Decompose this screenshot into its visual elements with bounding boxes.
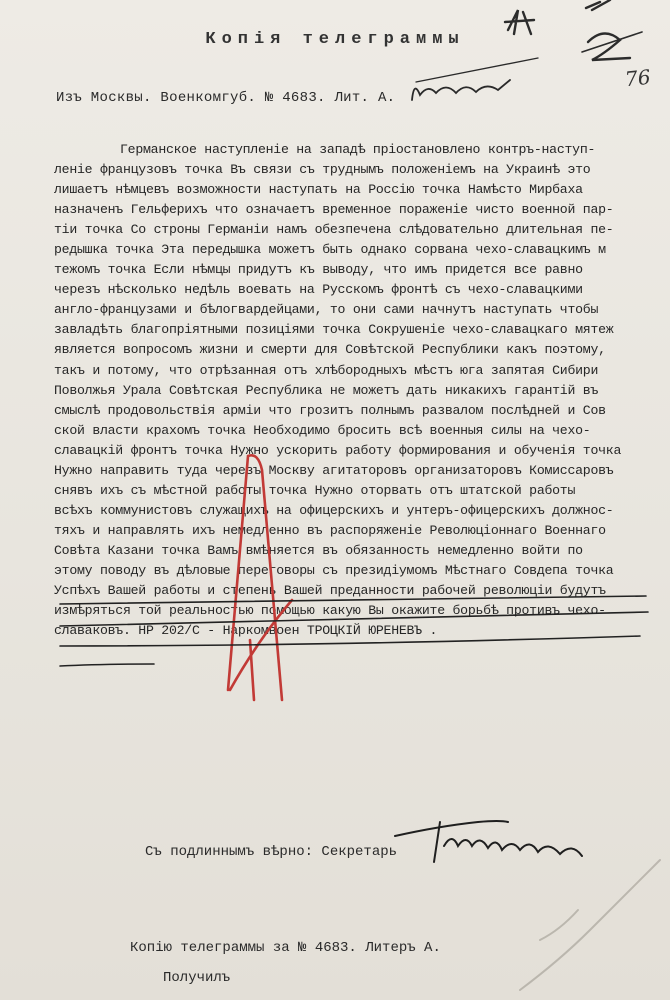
body-line: назначенъ Гельферихъ что означаетъ временное пораженiе чисто военной пар- — [54, 202, 614, 218]
body-line: славаковъ. НР 202/С - Наркомвоен ТРОЦКIЙ ЮРЕНЕВЪ . — [54, 623, 438, 639]
body-line: лишаетъ нѣмцевъ возможности наступать на Россiю точка Намѣсто Мирбаха — [54, 182, 583, 198]
body-line: славацкiй фронтъ точка Нужно ускорить работу формирования и обученiя точка — [54, 442, 622, 458]
body-line: этому поводу въ дѣловые переговоры съ президiумомъ Мѣстнаго Совдепа точка — [54, 562, 614, 578]
secretary-signature — [395, 821, 582, 862]
body-line: черезъ нѣсколько недѣль воевать на Русскомъ фронтѣ съ чехо-славацкими — [54, 282, 583, 298]
body-line: смыслѣ продовольствiя армiи что грозитъ полнымъ развалом послѣдней и Сов — [54, 402, 606, 418]
document-title: Копiя телеграммы — [205, 30, 465, 49]
verified-line: Съ подлиннымъ вѣрно: Секретарь — [145, 844, 398, 860]
watermark-scrawl — [520, 860, 660, 990]
footer-received-line: Получилъ — [163, 970, 231, 986]
footer-receipt-line: Копiю телеграммы за № 4683. Литеръ А. — [130, 940, 441, 956]
telegram-header: Изъ Москвы. Военкомгуб. № 4683. Лит. А. — [56, 90, 396, 106]
body-line: Совѣта Казани точка Вамъ вмѣняется въ обязанность немедленно войти по — [54, 542, 583, 558]
body-line: редышка точка Эта передышка можетъ быть однако сорвана чехо-славацкимъ м — [54, 242, 606, 258]
body-line: всѣхъ коммунистовъ служащихъ на офицерскихъ и унтеръ-офицерскихъ должнос- — [54, 502, 614, 518]
body-line: Успѣхъ Вашей работы и степень Вашей преданности рабочей революцiи будутъ — [54, 583, 606, 599]
body-line: Германское наступленiе на западѣ прiостановлено контръ-наступ- — [120, 142, 596, 157]
body-line: завладѣть благопрiятными позицiями точка Сокрушенiе чехо-славацкаго мятеж — [54, 322, 614, 338]
body-line: ленiе французовъ точка Въ связи съ труднымъ положенiемъ на Украинѣ это — [54, 162, 591, 178]
body-line: тежомъ точка Если нѣмцы придутъ къ выводу, что имъ придется все равно — [54, 262, 583, 278]
body-line: тяхъ и направлять ихъ немедленно въ распоряженiе Революцiоннаго Военнаго — [54, 522, 606, 538]
body-line: англо-французами и бѣлогвардейцами, то они сами начнутъ наступать чтобы — [54, 302, 599, 318]
body-line: Нужно направить туда черезъ Москву агитаторовъ организаторовъ Комиссаровъ — [54, 462, 614, 478]
body-line: является вопросомъ жизни и смерти для Совѣтской Республики какъ поэтому, — [54, 342, 606, 358]
header-scribble — [412, 58, 538, 100]
body-line: ской власти крахомъ точка Необходимо бросить всѣ военныя силы на чехо- — [54, 422, 591, 438]
body-line: такъ и потому, что отрѣзанная отъ хлѣбородныхъ мѣстъ юга запятая Сибири — [54, 362, 599, 378]
body-line: Поволжья Урала Совѣтская Республика не можетъ дать никакихъ гарантiй въ — [54, 382, 599, 398]
telegram-body — [54, 140, 670, 641]
body-line: измѣряться той реальностью помощью какую Вы окажите борьбѣ противъ чехо- — [54, 603, 606, 619]
body-line: снявъ ихъ съ мѣстной работы точка Нужно оторвать отъ штатской работы — [54, 482, 576, 498]
page-number: 76 — [623, 64, 652, 92]
body-line: тiи точка Со строны Германiи намъ обезпечена слѣдовательно длительная пе- — [54, 222, 614, 238]
